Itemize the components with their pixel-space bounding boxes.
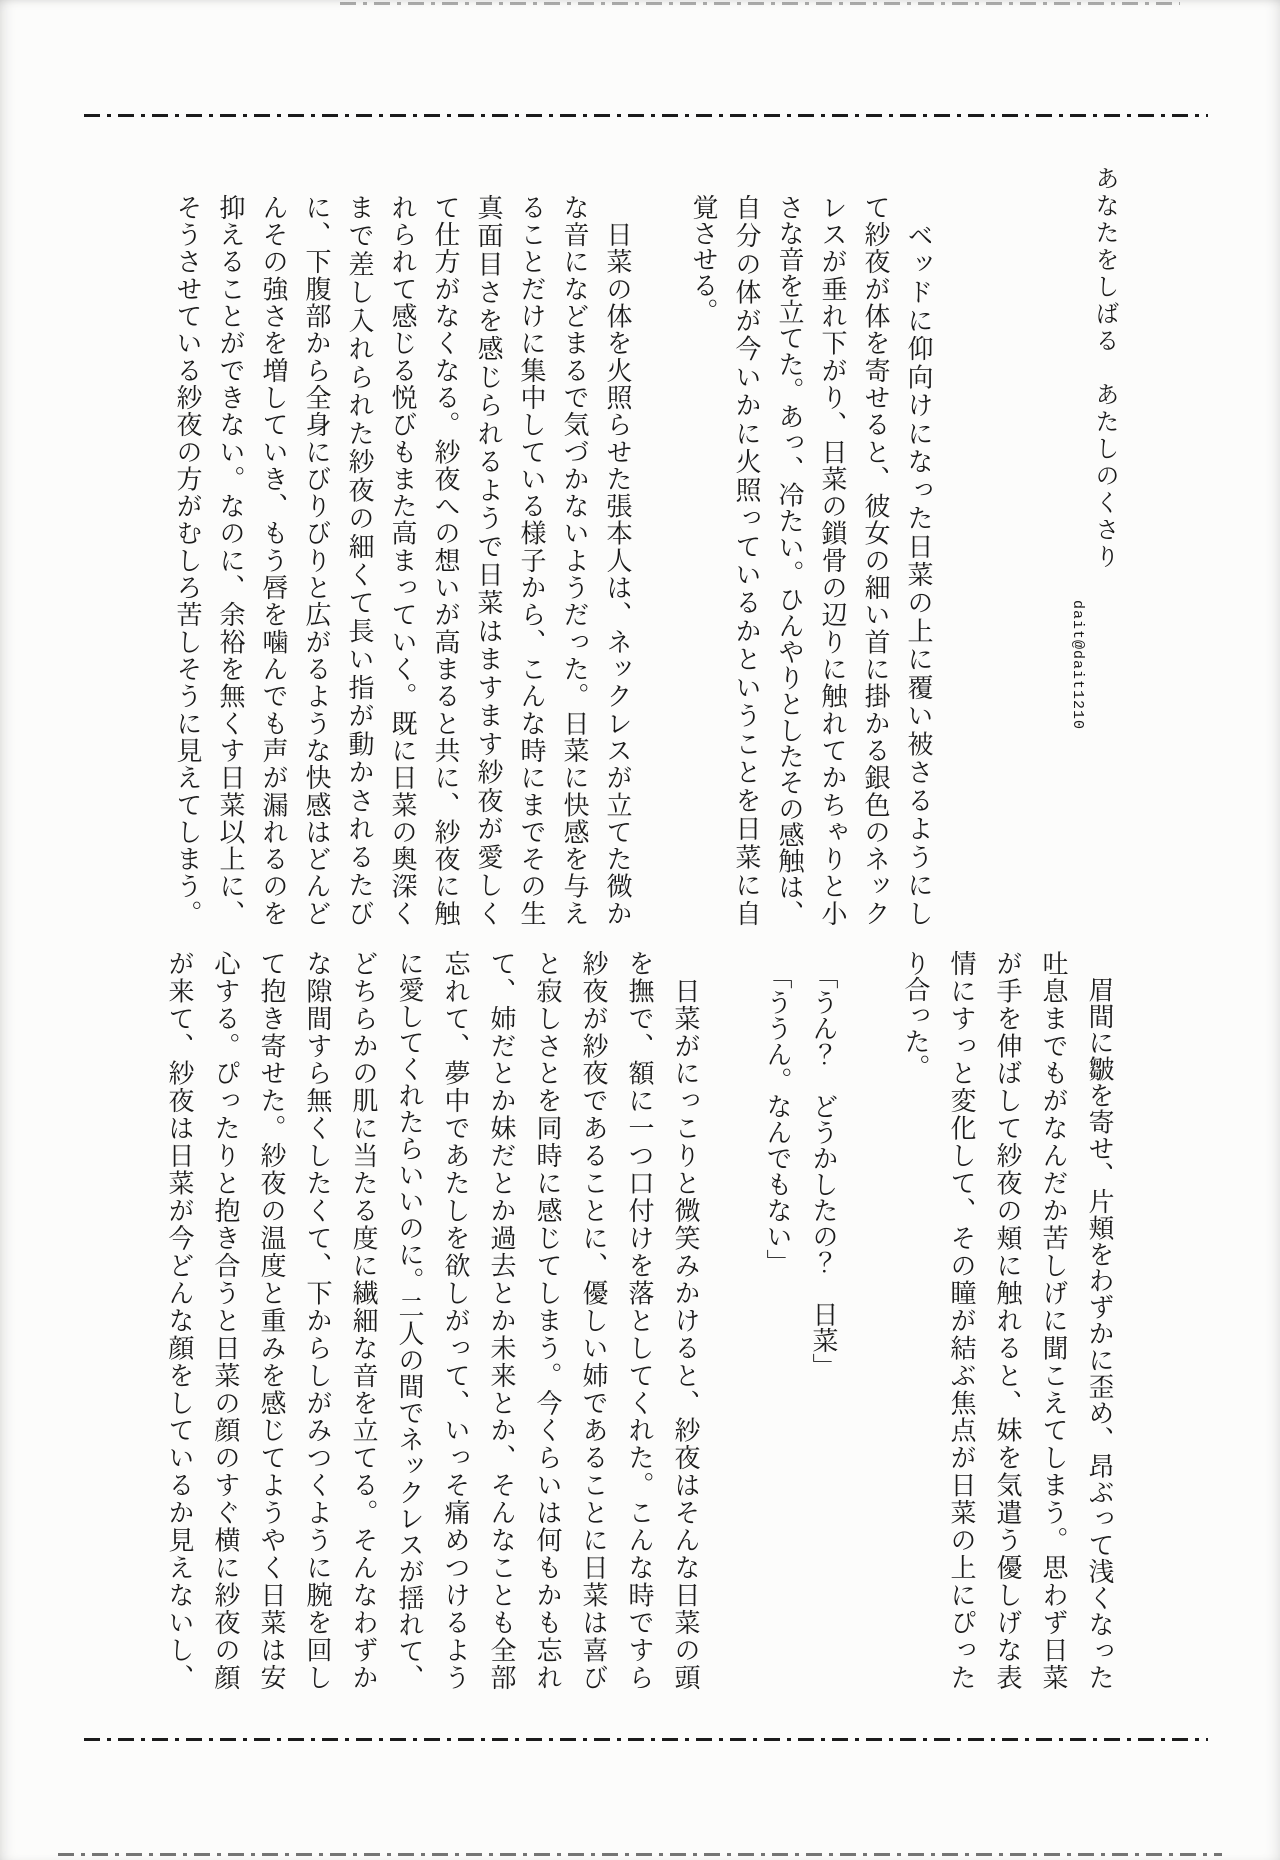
text-line: んその強さを増していき、もう唇を噛んでも声が漏れるのを bbox=[259, 194, 288, 926]
text-line: 忘れて、夢中であたしを欲しがって、いっそ痛めつけるよう bbox=[441, 950, 470, 1690]
text-line: 眉間に皺を寄せ、片頬をわずかに歪め、昂ぶって浅くなった bbox=[1085, 950, 1114, 1690]
text-line: ることだけに集中している様子から、こんな時にまでその生 bbox=[517, 194, 546, 926]
page-edge-mark-top bbox=[340, 2, 1180, 5]
text-line: を撫で、額に一つ口付けを落としてくれた。こんな時ですら bbox=[625, 950, 654, 1690]
text-line: 心する。ぴったりと抱き合うと日菜の顔のすぐ横に紗夜の顔 bbox=[211, 950, 240, 1690]
text-line: ベッドに仰向けになった日菜の上に覆い被さるようにし bbox=[904, 194, 933, 926]
text-line: まで差し入れられた紗夜の細くて長い指が動かされるたび bbox=[345, 194, 374, 926]
text-line: 日菜がにっこりと微笑みかけると、紗夜はそんな日菜の頭 bbox=[671, 950, 700, 1690]
text-line: 自分の体が今いかに火照っているかということを日菜に自 bbox=[732, 194, 761, 926]
page-edge-mark-bottom bbox=[58, 1853, 1222, 1856]
text-line: 真面目さを感じられるようで日菜はますます紗夜が愛しく bbox=[474, 194, 503, 926]
text-line: 覚させる。 bbox=[689, 194, 718, 324]
blank-line bbox=[639, 194, 682, 926]
text-block-1 bbox=[166, 194, 940, 926]
text-line: な隙間すら無くしたくて、下からしがみつくように腕を回し bbox=[303, 950, 332, 1690]
story-title: あなたをしばる あたしのくさり bbox=[1091, 166, 1117, 571]
top-divider-rule bbox=[84, 114, 1208, 117]
text-line: が手を伸ばして紗夜の頬に触れると、妹を気遣う優しげな表 bbox=[993, 950, 1022, 1691]
text-line: 情にすっと変化して、その瞳が結ぶ焦点が日菜の上にぴった bbox=[947, 950, 976, 1691]
text-line: て紗夜が体を寄せると、彼女の細い首に掛かる銀色のネック bbox=[861, 194, 890, 926]
text-line: と寂しさとを同時に感じてしまう。今くらいは何もかも忘れ bbox=[533, 950, 562, 1690]
text-line: さな音を立てた。あっ、冷たい。ひんやりとしたその感触は、 bbox=[775, 194, 804, 926]
text-line: り合った。 bbox=[901, 950, 930, 1080]
blank-line bbox=[846, 950, 892, 1690]
text-line: どちらかの肌に当たる度に繊細な音を立てる。そんなわずか bbox=[349, 950, 378, 1690]
text-line: 「ううん。なんでもない」 bbox=[763, 950, 792, 1275]
text-line: 紗夜が紗夜であることに、優しい姉であることに日菜は喜び bbox=[579, 950, 608, 1690]
blank-line bbox=[708, 950, 754, 1690]
text-line: レスが垂れ下がり、日菜の鎖骨の辺りに触れてかちゃりと小 bbox=[818, 194, 847, 926]
text-line: て抱き寄せた。紗夜の温度と重みを感じてようやく日菜は安 bbox=[257, 950, 286, 1690]
text-line: て仕方がなくなる。紗夜への想いが高まると共に、紗夜に触 bbox=[431, 194, 460, 926]
text-line: て、姉だとか妹だとか過去とか未来とか、そんなことも全部 bbox=[487, 950, 516, 1690]
text-line: 「うん？ どうかしたの？ 日菜」 bbox=[809, 950, 838, 1379]
text-line: れられて感じる悦びもまた高まっていく。既に日菜の奥深く bbox=[388, 194, 417, 926]
author-credit: dait@dait1210 bbox=[1069, 600, 1086, 731]
text-line: に愛してくれたらいいのに。二人の間でネックレスが揺れて、 bbox=[395, 950, 424, 1690]
bottom-divider-rule bbox=[84, 1738, 1208, 1741]
text-line: に、下腹部から全身にびりびりと広がるような快感はどんど bbox=[302, 194, 331, 926]
text-line: 吐息までもがなんだか苦しげに聞こえてしまう。思わず日菜 bbox=[1039, 950, 1068, 1690]
text-line: そうさせている紗夜の方がむしろ苦しそうに見えてしまう。 bbox=[173, 194, 202, 926]
text-line: 抑えることができない。なのに、余裕を無くす日菜以上に、 bbox=[216, 194, 245, 926]
text-line: な音になどまるで気づかないようだった。日菜に快感を与え bbox=[560, 194, 589, 927]
text-block-2 bbox=[156, 950, 1122, 1690]
text-line: 日菜の体を火照らせた張本人は、ネックレスが立てた微か bbox=[603, 194, 632, 926]
text-line: が来て、紗夜は日菜が今どんな顔をしているか見えないし、 bbox=[165, 950, 194, 1690]
